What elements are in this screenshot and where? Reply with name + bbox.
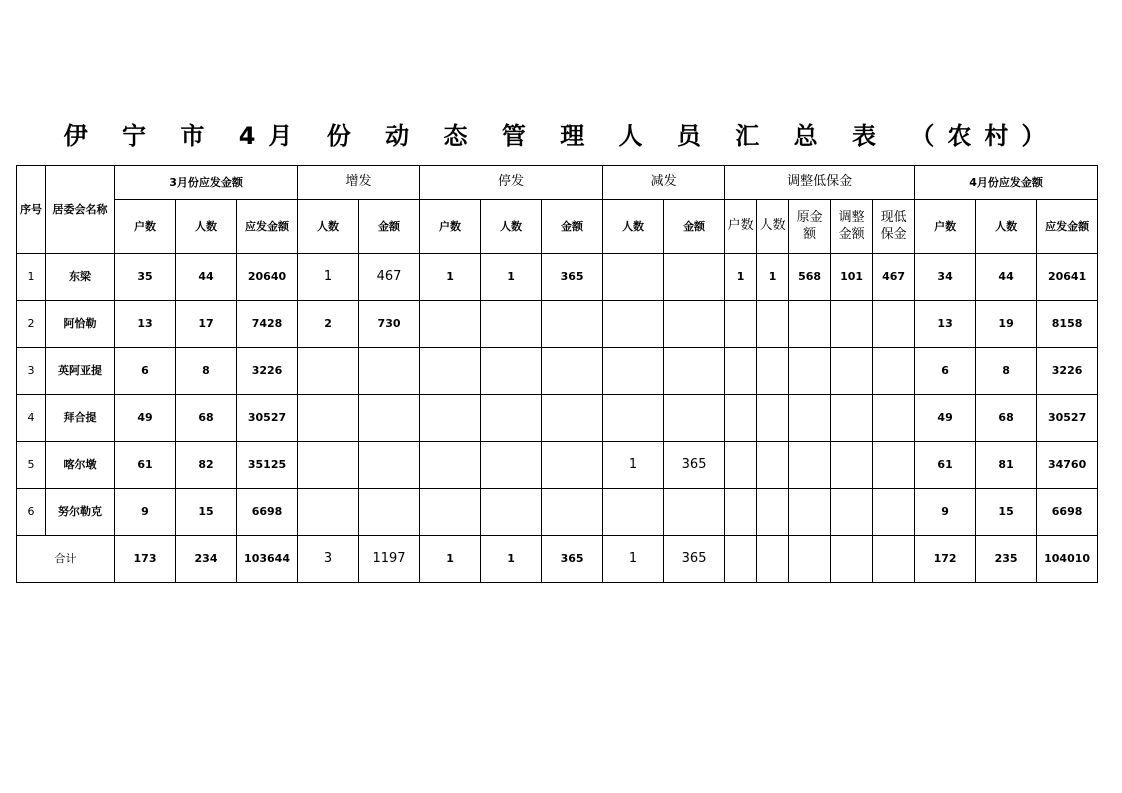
total-stop-households: 1 xyxy=(420,536,481,583)
reduce-people-cell xyxy=(603,348,664,395)
march-people-cell: 68 xyxy=(176,395,237,442)
total-stop-people: 1 xyxy=(481,536,542,583)
table-body xyxy=(17,254,1098,583)
stop-people-cell xyxy=(481,395,542,442)
add-people-cell xyxy=(298,442,359,489)
stop-households-cell xyxy=(420,489,481,536)
total-adjust-current xyxy=(873,536,915,583)
stop-people-cell: 1 xyxy=(481,254,542,301)
adjust-people-cell xyxy=(757,301,789,348)
committee-name-cell: 阿恰勒 xyxy=(46,301,115,348)
summary-table xyxy=(16,165,1098,583)
adjust-current-cell xyxy=(873,489,915,536)
adjust-adj-cell xyxy=(831,395,873,442)
header-march-households: 户数 xyxy=(115,200,176,254)
reduce-people-cell xyxy=(603,489,664,536)
page-title: 伊 宁 市 4月 份 动 态 管 理 人 员 汇 总 表 （农村） xyxy=(63,122,1059,150)
header-march-people: 人数 xyxy=(176,200,237,254)
reduce-amount-cell xyxy=(664,348,725,395)
table-row xyxy=(17,442,1098,489)
seq-cell: 6 xyxy=(17,489,46,536)
march-households-cell: 9 xyxy=(115,489,176,536)
march-amount-cell: 20640 xyxy=(237,254,298,301)
adjust-households-cell xyxy=(725,348,757,395)
stop-people-cell xyxy=(481,301,542,348)
stop-people-cell xyxy=(481,442,542,489)
reduce-people-cell xyxy=(603,395,664,442)
stop-amount-cell xyxy=(542,489,603,536)
total-march-amount: 103644 xyxy=(237,536,298,583)
adjust-people-cell xyxy=(757,442,789,489)
reduce-amount-cell xyxy=(664,489,725,536)
april-households-cell: 49 xyxy=(915,395,976,442)
adjust-adj-cell xyxy=(831,348,873,395)
april-households-cell: 9 xyxy=(915,489,976,536)
april-amount-cell: 30527 xyxy=(1037,395,1098,442)
april-households-cell: 13 xyxy=(915,301,976,348)
total-adjust-adj xyxy=(831,536,873,583)
stop-households-cell xyxy=(420,348,481,395)
table-row xyxy=(17,395,1098,442)
seq-cell: 3 xyxy=(17,348,46,395)
march-households-cell: 6 xyxy=(115,348,176,395)
adjust-current-cell xyxy=(873,348,915,395)
add-people-cell: 2 xyxy=(298,301,359,348)
header-add-people: 人数 xyxy=(298,200,359,254)
adjust-households-cell xyxy=(725,442,757,489)
header-april-people: 人数 xyxy=(976,200,1037,254)
april-households-cell: 6 xyxy=(915,348,976,395)
header-group-reduce: 减发 xyxy=(603,166,725,200)
april-people-cell: 44 xyxy=(976,254,1037,301)
total-april-households: 172 xyxy=(915,536,976,583)
march-people-cell: 15 xyxy=(176,489,237,536)
reduce-amount-cell: 365 xyxy=(664,442,725,489)
march-people-cell: 8 xyxy=(176,348,237,395)
adjust-orig-cell: 568 xyxy=(789,254,831,301)
header-adjust-people: 人数 xyxy=(757,200,789,254)
committee-name-cell: 努尔勒克 xyxy=(46,489,115,536)
stop-amount-cell: 365 xyxy=(542,254,603,301)
april-households-cell: 34 xyxy=(915,254,976,301)
reduce-people-cell xyxy=(603,254,664,301)
april-amount-cell: 34760 xyxy=(1037,442,1098,489)
header-group-adjust: 调整低保金 xyxy=(725,166,915,200)
header-group-row xyxy=(17,166,1098,200)
march-people-cell: 82 xyxy=(176,442,237,489)
add-people-cell xyxy=(298,489,359,536)
march-amount-cell: 35125 xyxy=(237,442,298,489)
add-amount-cell: 730 xyxy=(359,301,420,348)
adjust-current-cell: 467 xyxy=(873,254,915,301)
stop-people-cell xyxy=(481,348,542,395)
header-reduce-people: 人数 xyxy=(603,200,664,254)
stop-amount-cell xyxy=(542,348,603,395)
table-row xyxy=(17,489,1098,536)
stop-people-cell xyxy=(481,489,542,536)
adjust-people-cell xyxy=(757,395,789,442)
add-amount-cell xyxy=(359,348,420,395)
adjust-orig-cell xyxy=(789,301,831,348)
total-march-people: 234 xyxy=(176,536,237,583)
adjust-orig-cell xyxy=(789,348,831,395)
total-reduce-amount: 365 xyxy=(664,536,725,583)
april-amount-cell: 20641 xyxy=(1037,254,1098,301)
header-committee: 居委会名称 xyxy=(46,166,115,254)
total-stop-amount: 365 xyxy=(542,536,603,583)
april-households-cell: 61 xyxy=(915,442,976,489)
committee-name-cell: 英阿亚提 xyxy=(46,348,115,395)
adjust-orig-cell xyxy=(789,442,831,489)
adjust-current-cell xyxy=(873,395,915,442)
april-amount-cell: 6698 xyxy=(1037,489,1098,536)
header-april-amount: 应发金额 xyxy=(1037,200,1098,254)
adjust-orig-cell xyxy=(789,489,831,536)
stop-households-cell xyxy=(420,395,481,442)
total-row xyxy=(17,536,1098,583)
adjust-adj-cell: 101 xyxy=(831,254,873,301)
table-row xyxy=(17,254,1098,301)
total-reduce-people: 1 xyxy=(603,536,664,583)
header-april-households: 户数 xyxy=(915,200,976,254)
adjust-orig-cell xyxy=(789,395,831,442)
reduce-people-cell xyxy=(603,301,664,348)
header-group-march: 3月份应发金额 xyxy=(115,166,298,200)
add-amount-cell: 467 xyxy=(359,254,420,301)
march-amount-cell: 6698 xyxy=(237,489,298,536)
adjust-adj-cell xyxy=(831,489,873,536)
april-people-cell: 68 xyxy=(976,395,1037,442)
header-stop-amount: 金额 xyxy=(542,200,603,254)
total-adjust-people xyxy=(757,536,789,583)
header-march-amount: 应发金额 xyxy=(237,200,298,254)
seq-cell: 1 xyxy=(17,254,46,301)
table-row xyxy=(17,348,1098,395)
add-people-cell xyxy=(298,395,359,442)
april-amount-cell: 3226 xyxy=(1037,348,1098,395)
march-households-cell: 61 xyxy=(115,442,176,489)
seq-cell: 2 xyxy=(17,301,46,348)
total-label: 合计 xyxy=(17,536,115,583)
header-reduce-amount: 金额 xyxy=(664,200,725,254)
adjust-adj-cell xyxy=(831,442,873,489)
reduce-amount-cell xyxy=(664,395,725,442)
march-households-cell: 13 xyxy=(115,301,176,348)
stop-amount-cell xyxy=(542,395,603,442)
total-april-amount: 104010 xyxy=(1037,536,1098,583)
april-people-cell: 19 xyxy=(976,301,1037,348)
total-adjust-orig xyxy=(789,536,831,583)
header-adjust-orig: 原金额 xyxy=(789,200,831,254)
april-people-cell: 81 xyxy=(976,442,1037,489)
committee-name-cell: 拜合提 xyxy=(46,395,115,442)
march-households-cell: 35 xyxy=(115,254,176,301)
header-seq: 序号 xyxy=(17,166,46,254)
april-people-cell: 15 xyxy=(976,489,1037,536)
add-amount-cell xyxy=(359,489,420,536)
adjust-current-cell xyxy=(873,442,915,489)
header-group-april: 4月份应发金额 xyxy=(915,166,1098,200)
add-amount-cell xyxy=(359,442,420,489)
header-stop-households: 户数 xyxy=(420,200,481,254)
adjust-people-cell xyxy=(757,489,789,536)
adjust-adj-cell xyxy=(831,301,873,348)
header-stop-people: 人数 xyxy=(481,200,542,254)
header-sub-row xyxy=(17,200,1098,254)
table-row xyxy=(17,301,1098,348)
april-people-cell: 8 xyxy=(976,348,1037,395)
march-amount-cell: 7428 xyxy=(237,301,298,348)
stop-amount-cell xyxy=(542,301,603,348)
april-amount-cell: 8158 xyxy=(1037,301,1098,348)
stop-amount-cell xyxy=(542,442,603,489)
total-add-amount: 1197 xyxy=(359,536,420,583)
adjust-current-cell xyxy=(873,301,915,348)
header-adjust-adj: 调整金额 xyxy=(831,200,873,254)
reduce-amount-cell xyxy=(664,254,725,301)
adjust-people-cell xyxy=(757,348,789,395)
header-group-stop: 停发 xyxy=(420,166,603,200)
total-adjust-households xyxy=(725,536,757,583)
header-group-add: 增发 xyxy=(298,166,420,200)
add-amount-cell xyxy=(359,395,420,442)
total-march-households: 173 xyxy=(115,536,176,583)
march-people-cell: 17 xyxy=(176,301,237,348)
seq-cell: 4 xyxy=(17,395,46,442)
reduce-amount-cell xyxy=(664,301,725,348)
seq-cell: 5 xyxy=(17,442,46,489)
adjust-households-cell xyxy=(725,489,757,536)
adjust-households-cell: 1 xyxy=(725,254,757,301)
add-people-cell xyxy=(298,348,359,395)
total-add-people: 3 xyxy=(298,536,359,583)
adjust-households-cell xyxy=(725,301,757,348)
committee-name-cell: 东梁 xyxy=(46,254,115,301)
total-april-people: 235 xyxy=(976,536,1037,583)
march-amount-cell: 30527 xyxy=(237,395,298,442)
header-add-amount: 金额 xyxy=(359,200,420,254)
stop-households-cell xyxy=(420,301,481,348)
adjust-people-cell: 1 xyxy=(757,254,789,301)
stop-households-cell: 1 xyxy=(420,254,481,301)
committee-name-cell: 喀尔墩 xyxy=(46,442,115,489)
march-amount-cell: 3226 xyxy=(237,348,298,395)
add-people-cell: 1 xyxy=(298,254,359,301)
reduce-people-cell: 1 xyxy=(603,442,664,489)
header-adjust-households: 户数 xyxy=(725,200,757,254)
adjust-households-cell xyxy=(725,395,757,442)
march-households-cell: 49 xyxy=(115,395,176,442)
stop-households-cell xyxy=(420,442,481,489)
march-people-cell: 44 xyxy=(176,254,237,301)
header-adjust-current: 现低保金 xyxy=(873,200,915,254)
